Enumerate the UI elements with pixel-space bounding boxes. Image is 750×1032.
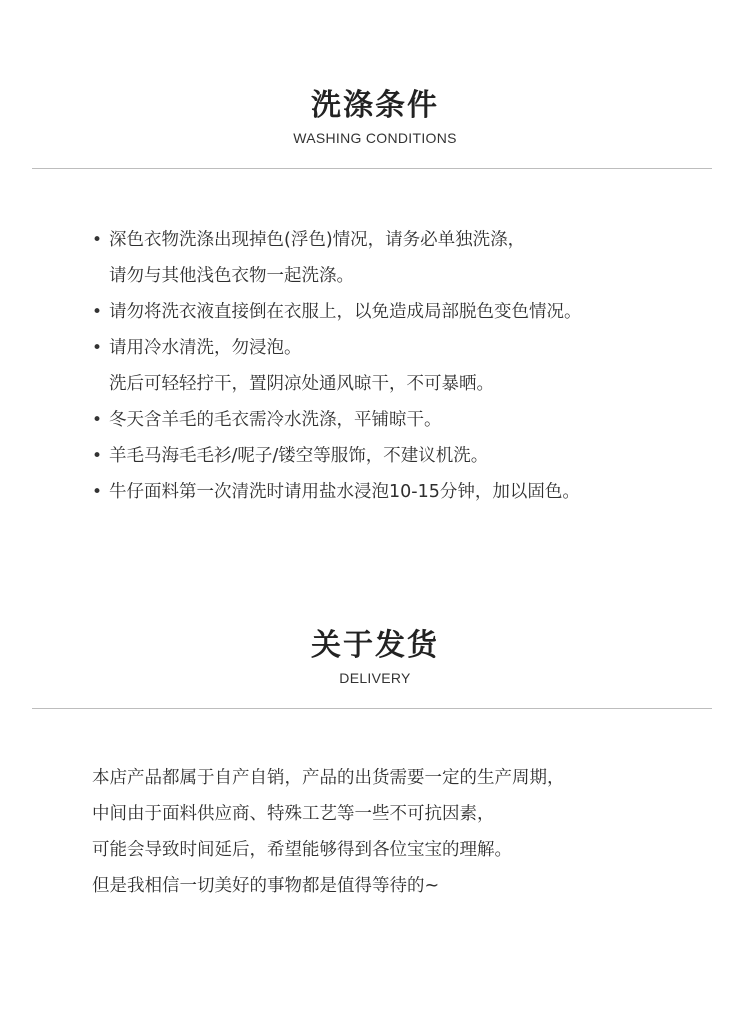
delivery-line: 但是我相信一切美好的事物都是值得等待的~ [92,876,440,896]
washing-title: 洗涤条件 [311,88,439,123]
delivery-divider [32,708,712,709]
bullet-icon: • [92,338,103,358]
washing-line [92,370,712,406]
washing-line [92,226,712,262]
washing-line-text: 请勿将洗衣液直接倒在衣服上，以免造成局部脱色变色情况。 [109,302,582,322]
washing-line-text: 请勿与其他浅色衣物一起洗涤。 [109,266,354,286]
washing-line-text: 羊毛马海毛毛衫/呢子/镂空等服饰，不建议机洗。 [109,446,489,466]
washing-line [92,478,712,514]
delivery-line: 本店产品都属于自产自销，产品的出货需要一定的生产周期， [92,768,565,788]
washing-divider [32,168,712,169]
bullet-icon: • [92,410,103,430]
washing-list [92,226,712,514]
washing-line-text: 洗后可轻轻拧干，置阴凉处通风晾干，不可暴晒。 [109,374,494,394]
washing-line [92,298,712,334]
washing-line-text: 冬天含羊毛的毛衣需冷水洗涤，平铺晾干。 [109,410,442,430]
bullet-icon: • [92,446,103,466]
bullet-icon: • [92,482,103,502]
bullet-icon: • [92,302,103,322]
bullet-icon: • [92,230,103,250]
washing-line-text: 深色衣物洗涤出现掉色(浮色)情况，请务必单独洗涤， [109,230,526,250]
washing-line-text: 请用冷水清洗，勿浸泡。 [109,338,302,358]
washing-line [92,334,712,370]
delivery-subtitle: DELIVERY [339,670,411,686]
washing-line [92,442,712,478]
delivery-line: 中间由于面料供应商、特殊工艺等一些不可抗因素， [92,804,495,824]
washing-line [92,406,712,442]
washing-line-text: 牛仔面料第一次清洗时请用盐水浸泡10-15分钟，加以固色。 [109,482,580,502]
washing-subtitle: WASHING CONDITIONS [293,130,457,146]
washing-line [92,262,712,298]
delivery-line: 可能会导致时间延后，希望能够得到各位宝宝的理解。 [92,840,512,860]
delivery-paragraph [92,764,712,908]
delivery-title: 关于发货 [311,628,439,663]
